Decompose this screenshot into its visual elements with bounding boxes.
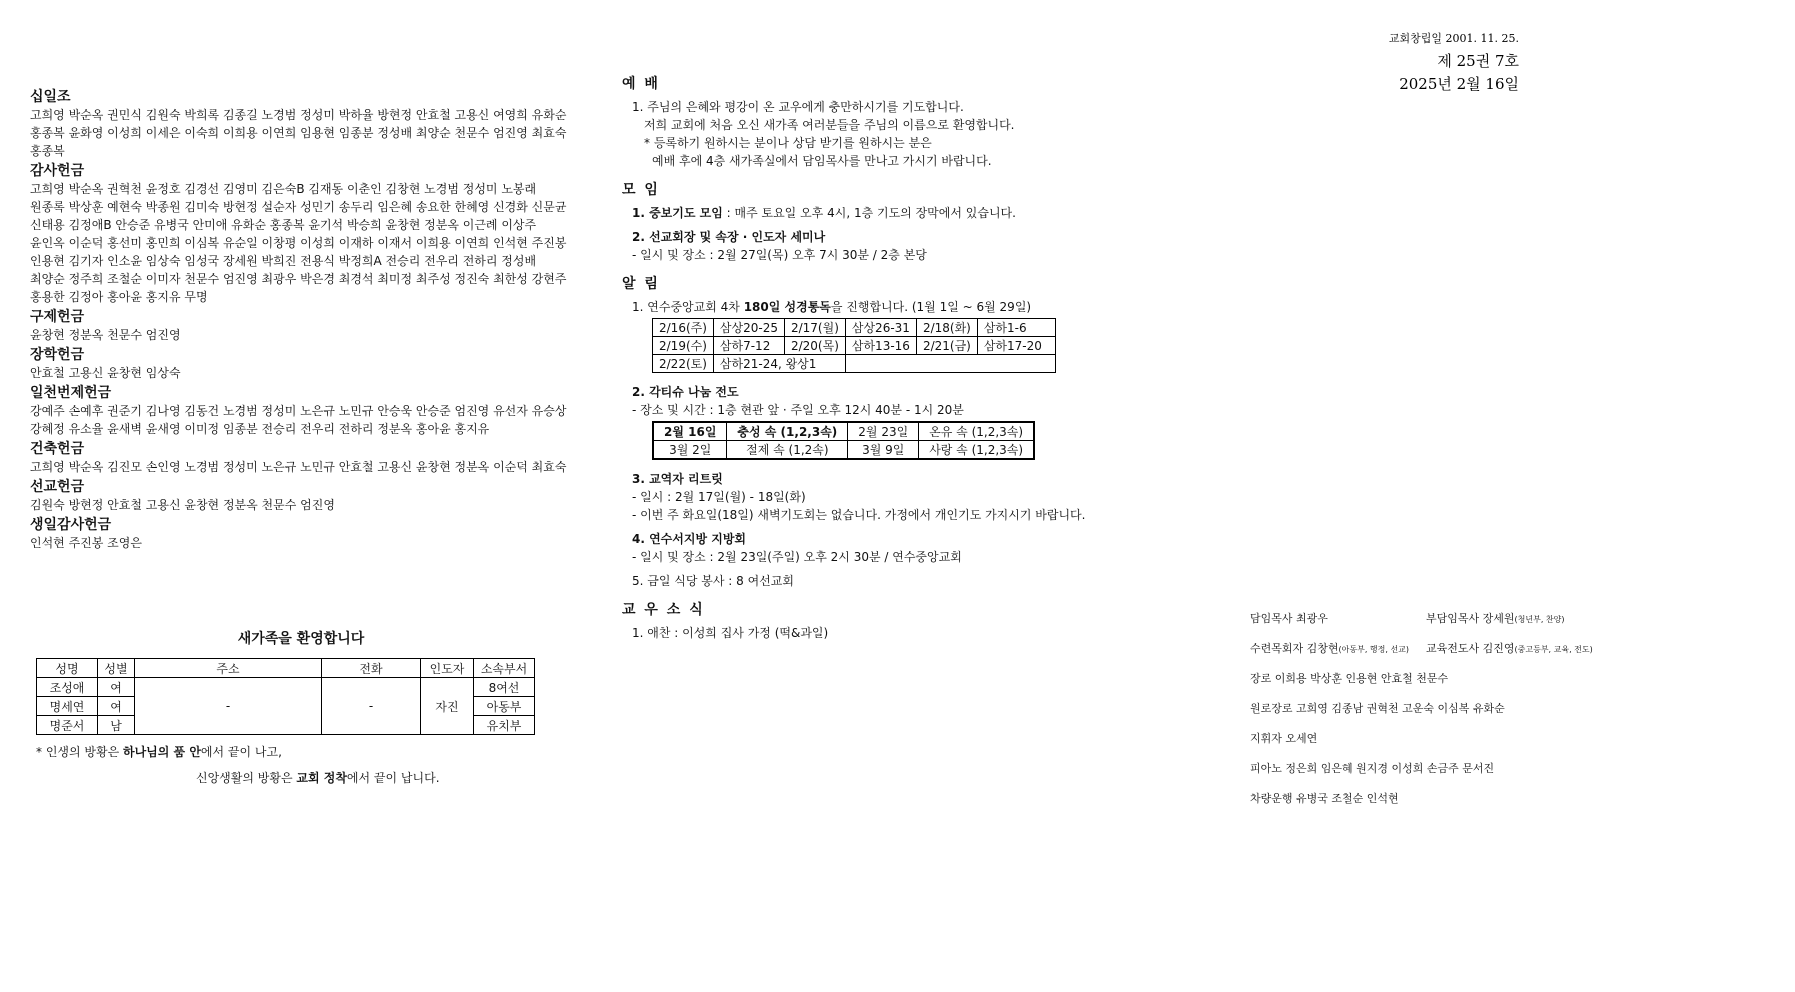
quote-line-1: * 인생의 방황은 하나님의 품 안에서 끝이 나고, <box>36 745 282 759</box>
tissue-group: 온유 속 (1,2,3속) <box>919 422 1034 441</box>
cell-name: 조성애 <box>37 678 98 697</box>
worship-line: 1. 주님의 은혜와 평강이 온 교우에게 충만하시기를 기도합니다. <box>632 100 964 114</box>
cell-gender: 남 <box>98 716 135 735</box>
associate-pastor: 부담임목사 장세원(청년부, 찬양) <box>1426 612 1565 625</box>
bible-date: 2/20(목) <box>784 337 845 355</box>
cell-name: 명준서 <box>37 716 98 735</box>
meeting-heading: 모 임 <box>622 182 660 198</box>
staff-row: 차량운행 유병국 조철순 인석현 <box>1250 792 1399 805</box>
notice-line: 5. 금일 식당 봉사 : 8 여선교회 <box>632 574 794 588</box>
church-founded-date: 교회창립일 2001. 11. 25. <box>1388 32 1519 45</box>
cell-guide: 자진 <box>421 678 474 735</box>
bible-date: 2/16(주) <box>653 319 714 337</box>
cell-dept: 8여선 <box>474 678 535 697</box>
cell-phone: - <box>322 678 421 735</box>
offerings-list <box>30 88 570 554</box>
offering-section <box>30 440 570 476</box>
news-heading: 교 우 소 식 <box>622 602 705 618</box>
offering-names: 안효철 고용신 윤창현 임상숙 <box>30 366 181 380</box>
volume-number: 제 25권 7호 <box>1437 52 1519 70</box>
offering-section <box>30 88 570 160</box>
col-address: 주소 <box>135 659 322 678</box>
staff-row: 원로장로 고희영 김종남 권혁천 고운숙 이심복 유화순 <box>1250 702 1505 715</box>
offering-section <box>30 346 570 382</box>
notice-heading: 알 림 <box>622 276 660 292</box>
bible-passage: 삼상26-31 <box>845 319 916 337</box>
offering-title: 일천번제헌금 <box>30 385 112 401</box>
notice-line: 4. 연수서지방 지방회 <box>632 532 747 546</box>
table-row <box>37 678 535 697</box>
notice-line: - 이번 주 화요일(18일) 새벽기도회는 없습니다. 가정에서 개인기도 가지시기 바랍니다. <box>632 508 1086 522</box>
staff-list <box>1250 610 1770 820</box>
tissue-schedule-table <box>652 421 1035 460</box>
offering-names: 강예주 손예후 권준기 김나영 김동건 노경범 정성미 노은규 노민규 안승욱 안승준 엄진영 유선자 유승상 강혜정 유소율 윤새벽 윤새영 이미정 임종분 전승리 전우리 전하리 정분옥 홍아윤 홍지유 <box>30 404 567 436</box>
offering-title: 구제헌금 <box>30 309 85 325</box>
staff-row: 피아노 정은희 임은혜 원지경 이성희 손금주 문서진 <box>1250 762 1495 775</box>
new-family-table <box>36 658 535 735</box>
senior-pastor: 담임목사 최광우 <box>1250 612 1328 625</box>
news-line: 1. 애찬 : 이성희 집사 가정 (떡&과일) <box>632 626 829 640</box>
bulletin-date: 2025년 2월 16일 <box>1399 75 1519 93</box>
trainee-pastor: 수련목회자 김창현(아동부, 행정, 선교) <box>1250 642 1410 655</box>
meeting-line: 2. 선교회장 및 속장 · 인도자 세미나 <box>632 230 826 244</box>
staff-row <box>1250 640 1770 670</box>
offering-section <box>30 384 570 438</box>
tissue-date: 2월 16일 <box>653 422 727 441</box>
bible-date: 2/18(화) <box>916 319 977 337</box>
offering-section <box>30 516 570 552</box>
bible-date: 2/19(수) <box>653 337 714 355</box>
table-row <box>653 355 1056 373</box>
bible-passage: 삼하13-16 <box>845 337 916 355</box>
notice-line: 1. 연수중앙교회 4차 180일 성경통독을 진행합니다. (1월 1일 ~ 6월 29일) <box>632 300 1032 314</box>
staff-row: 장로 이희용 박상훈 인용현 안효철 천문수 <box>1250 672 1449 685</box>
bible-passage: 삼하21-24, 왕상1 <box>713 355 845 373</box>
bible-passage: 삼하7-12 <box>713 337 784 355</box>
notice-line: - 장소 및 시간 : 1층 현관 앞 · 주일 오후 12시 40분 - 1시 20분 <box>632 403 964 417</box>
offering-names: 김원숙 방현정 안효철 고용신 윤창현 정분옥 천문수 엄진영 <box>30 498 335 512</box>
offering-names: 고희영 박순옥 권민식 김원숙 박희록 김종길 노경범 정성미 박하율 방현정 안효철 고용신 여영희 유화순 홍종복 윤화영 이성희 이세은 이숙희 이희용 이연희 임용현 임종분 정성배 최양순 천문수 엄진영 최효숙 홍종복 <box>30 108 567 158</box>
offering-names: 윤창현 정분옥 천문수 엄진영 <box>30 328 181 342</box>
offering-title: 선교헌금 <box>30 479 85 495</box>
tissue-group: 절제 속 (1,2속) <box>727 441 848 460</box>
staff-row <box>1250 610 1770 640</box>
notice-line: 2. 각티슈 나눔 전도 <box>632 385 739 399</box>
offering-title: 건축헌금 <box>30 441 85 457</box>
bible-passage: 삼상20-25 <box>713 319 784 337</box>
bible-reading-table <box>652 318 1056 373</box>
tissue-group: 충성 속 (1,2,3속) <box>727 422 848 441</box>
offering-section <box>30 162 570 306</box>
cell-address: - <box>135 678 322 735</box>
table-row <box>653 422 1034 441</box>
cell-dept: 아동부 <box>474 697 535 716</box>
tissue-date: 3월 2일 <box>653 441 727 460</box>
offering-title: 감사헌금 <box>30 163 85 179</box>
worship-line: 예배 후에 4층 새가족실에서 담임목사를 만나고 가시기 바랍니다. <box>652 154 992 168</box>
empty-cell <box>845 355 1055 373</box>
offering-names: 인석현 주진봉 조영은 <box>30 536 142 550</box>
tissue-group: 사랑 속 (1,2,3속) <box>919 441 1034 460</box>
col-gender: 성별 <box>98 659 135 678</box>
cell-name: 명세연 <box>37 697 98 716</box>
col-dept: 소속부서 <box>474 659 535 678</box>
education-evangelist: 교육전도사 김진영(중고등부, 교육, 전도) <box>1426 642 1593 655</box>
cell-gender: 여 <box>98 697 135 716</box>
bible-passage: 삼하17-20 <box>977 337 1055 355</box>
new-family-section <box>36 628 566 791</box>
meeting-line: 1. 중보기도 모임 : 매주 토요일 오후 4시, 1층 기도의 장막에서 있습니다. <box>632 206 1016 220</box>
offering-title: 장학헌금 <box>30 347 85 363</box>
notice-line: 3. 교역자 리트릿 <box>632 472 723 486</box>
table-row <box>653 441 1034 460</box>
cell-gender: 여 <box>98 678 135 697</box>
offering-title: 생일감사헌금 <box>30 517 112 533</box>
staff-row: 지휘자 오세연 <box>1250 732 1318 745</box>
table-row <box>653 319 1056 337</box>
offering-section <box>30 478 570 514</box>
bible-date: 2/17(월) <box>784 319 845 337</box>
tissue-date: 2월 23일 <box>848 422 919 441</box>
notice-line: - 일시 : 2월 17일(월) - 18일(화) <box>632 490 806 504</box>
col-guide: 인도자 <box>421 659 474 678</box>
offering-names: 고희영 박순옥 권혁천 윤정호 김경선 김영미 김은숙B 김재동 이춘인 김창현 노경범 정성미 노봉래 원종록 박상훈 예현숙 박종원 김미숙 방현정 설순자 성민기 송두리 임은혜 송요한 한혜영 신경화 신문균 신태용 김정애B 안승준 유병국 안미애 유화순 홍종복 윤기석 박승희 윤창현 정분옥 이근례 이상주 윤인옥 이순덕 홍선미 홍민희 이심복 유순일 이창평 이성희 이재하 이재서 이희용 이연희 인석현 주진봉 인용현 김기자 인소윤 임상숙 임성국 장세원 박희진 전용식 박정희A 전승리 전우리 전하리 정성배 최양순 정주희 조철순 이미자 천문수 엄진영 최광우 박은경 최경석 최미정 최주성 정진숙 최한성 강현주 홍용한 김정아 홍아윤 홍지유 무명 <box>30 182 567 304</box>
cell-dept: 유치부 <box>474 716 535 735</box>
table-row <box>653 337 1056 355</box>
quote-line-2: 신앙생활의 방황은 교회 정착에서 끝이 납니다. <box>196 771 440 785</box>
worship-line: * 등록하기 원하시는 분이나 상담 받기를 원하시는 분은 <box>644 136 932 150</box>
meeting-line: - 일시 및 장소 : 2월 27일(목) 오후 7시 30분 / 2층 본당 <box>632 248 927 262</box>
worship-line: 저희 교회에 처음 오신 새가족 여러분들을 주님의 이름으로 환영합니다. <box>644 118 1015 132</box>
bible-date: 2/22(토) <box>653 355 714 373</box>
notice-line: - 일시 및 장소 : 2월 23일(주일) 오후 2시 30분 / 연수중앙교회 <box>632 550 962 564</box>
table-header-row <box>37 659 535 678</box>
new-family-title: 새가족을 환영합니다 <box>237 631 365 647</box>
worship-heading: 예 배 <box>622 76 660 92</box>
offering-title: 십일조 <box>30 89 71 105</box>
col-phone: 전화 <box>322 659 421 678</box>
offering-names: 고희영 박순옥 김진모 손인영 노경범 정성미 노은규 노민규 안효철 고용신 윤창현 정분옥 이순덕 최효숙 <box>30 460 567 474</box>
tissue-date: 3월 9일 <box>848 441 919 460</box>
col-name: 성명 <box>37 659 98 678</box>
bible-date: 2/21(금) <box>916 337 977 355</box>
offering-section <box>30 308 570 344</box>
announcements-column <box>622 74 1202 642</box>
bible-passage: 삼하1-6 <box>977 319 1055 337</box>
